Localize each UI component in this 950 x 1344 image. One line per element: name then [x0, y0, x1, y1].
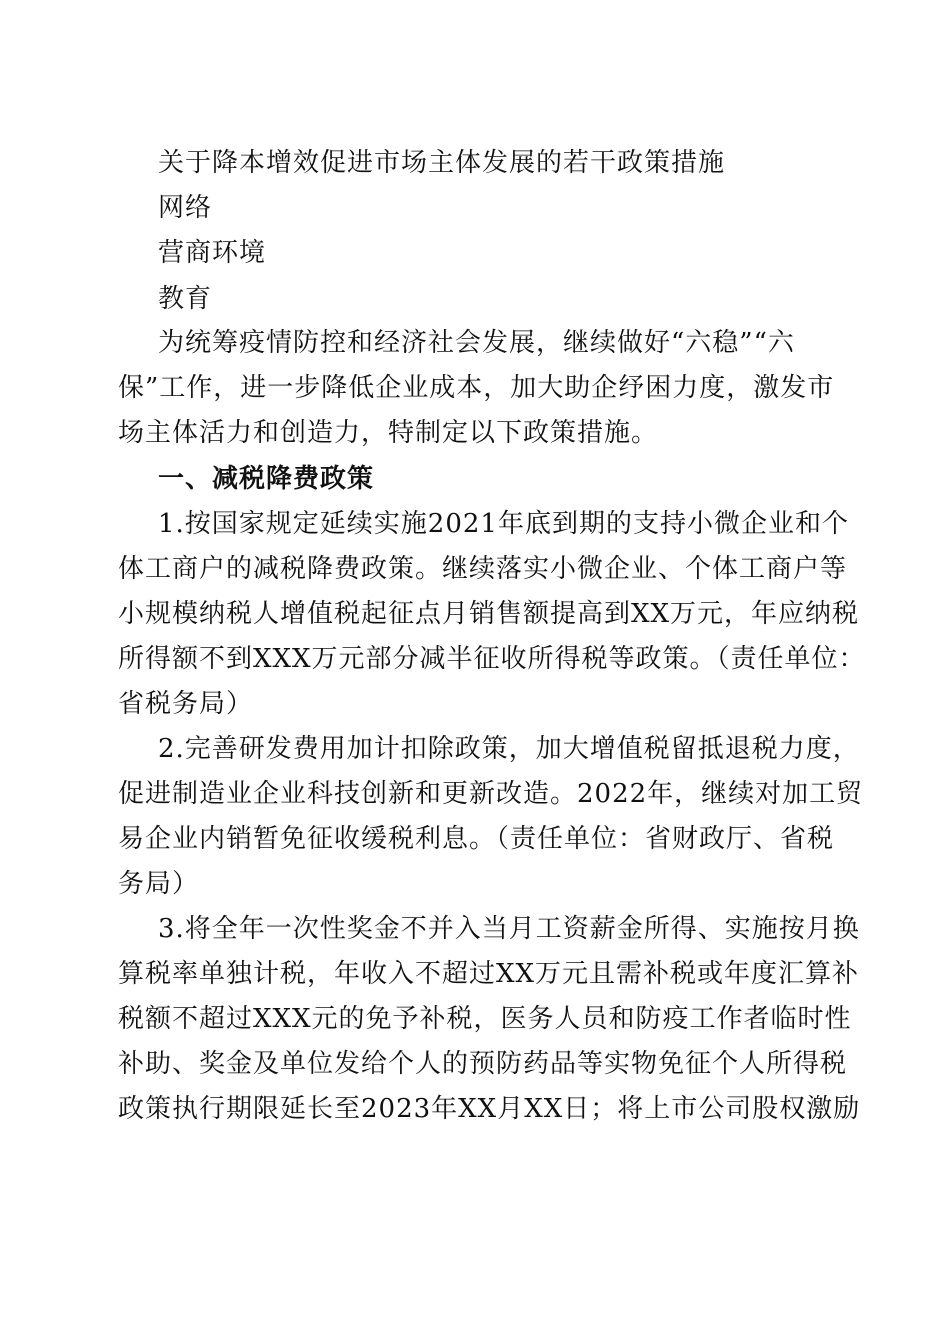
item3-line: 补助、奖金及单位发给个人的预防药品等实物免征个人所得税 [118, 1049, 848, 1079]
item3-line: 算税率单独计税，年收入不超过XX万元且需补税或年度汇算补 [118, 959, 860, 989]
item1-line: 体工商户的减税降费政策。继续落实小微企业、个体工商户等 [118, 554, 848, 584]
document-title: 关于降本增效促进市场主体发展的若干政策措施 [158, 148, 726, 178]
item1-line: 小规模纳税人增值税起征点月销售额提高到XX万元，年应纳税 [118, 599, 860, 629]
keyword-education: 教育 [158, 284, 213, 314]
item3-line: 政策执行期限延长至2023年XX月XX日；将上市公司股权激励 [118, 1094, 861, 1124]
item2-line: 促进制造业企业科技创新和更新改造。2022年，继续对加工贸 [118, 779, 864, 809]
item3-line: 税额不超过XXX元的免予补税，医务人员和防疫工作者临时性 [118, 1004, 852, 1034]
item2-line: 2.完善研发费用加计扣除政策，加大增值税留抵退税力度， [158, 734, 860, 764]
item2-line: 务局） [118, 869, 200, 899]
intro-line: 保”工作，进一步降低企业成本，加大助企纾困力度，激发市 [118, 373, 835, 403]
item2-line: 易企业内销暂免征收缓税利息。（责任单位：省财政厅、省税 [118, 824, 835, 854]
item3-line: 3.将全年一次性奖金不并入当月工资薪金所得、实施按月换 [158, 914, 860, 944]
keyword-business-environment: 营商环境 [158, 238, 267, 268]
section-heading: 一、减税降费政策 [158, 464, 375, 494]
intro-line: 场主体活力和创造力，特制定以下政策措施。 [118, 418, 659, 448]
item1-line: 所得额不到XXX万元部分减半征收所得税等政策。（责任单位： [118, 644, 866, 674]
keyword-network: 网络 [158, 193, 213, 223]
item1-line: 1.按国家规定延续实施2021年底到期的支持小微企业和个 [158, 509, 849, 539]
item1-line: 省税务局） [118, 689, 254, 719]
intro-line: 为统筹疫情防控和经济社会发展，继续做好“六稳”“六 [158, 328, 795, 358]
